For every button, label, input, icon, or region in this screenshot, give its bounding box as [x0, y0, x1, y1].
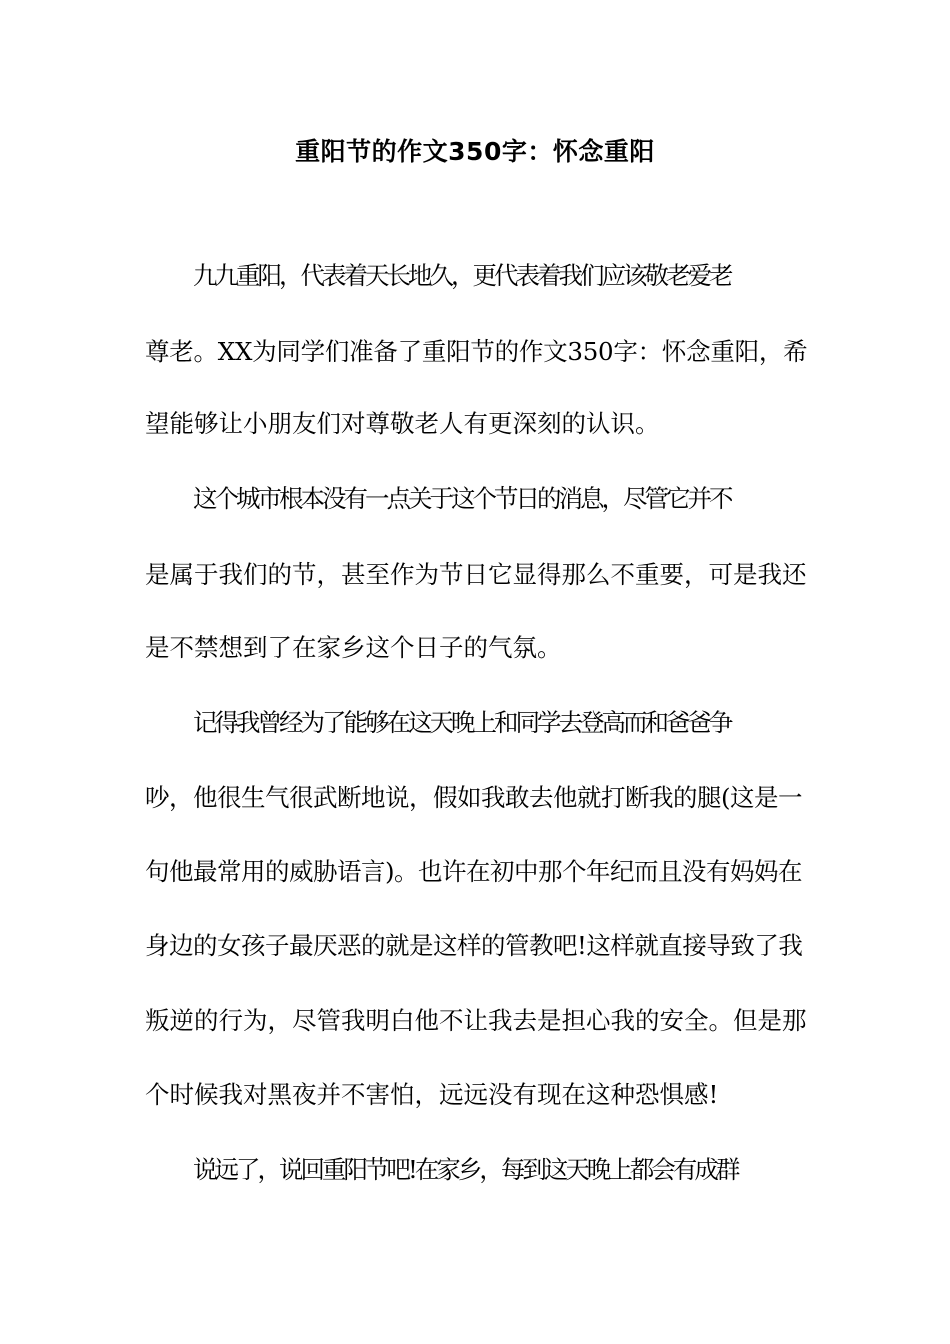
paragraph-1-line-2: 尊老。XX为同学们准备了重阳节的作文350字：怀念重阳，希 — [145, 337, 808, 366]
paragraph-3-line-5: 叛逆的行为，尽管我明白他不让我去是担心我的安全。但是那 — [145, 1006, 807, 1035]
document-title: 重阳节的作文350字：怀念重阳 — [295, 137, 655, 166]
paragraph-3-line-1: 记得我曾经为了能够在这天晚上和同学去登高而和爸爸争 — [193, 708, 731, 737]
paragraph-4-line-1: 说远了，说回重阳节吧!在家乡，每到这天晚上都会有成群 — [193, 1155, 738, 1184]
paragraph-3-line-3: 句他最常用的威胁语言)。也许在初中那个年纪而且没有妈妈在 — [145, 857, 803, 886]
paragraph-1-line-3: 望能够让小朋友们对尊敬老人有更深刻的认识。 — [145, 409, 660, 438]
paragraph-3-line-4: 身边的女孩子最厌恶的就是这样的管教吧!这样就直接导致了我 — [145, 931, 803, 960]
paragraph-2-line-3: 是不禁想到了在家乡这个日子的气氛。 — [145, 633, 562, 662]
paragraph-2-line-2: 是属于我们的节，甚至作为节日它显得那么不重要，可是我还 — [145, 560, 807, 589]
paragraph-2-line-1: 这个城市根本没有一点关于这个节日的消息，尽管它并不 — [193, 484, 731, 513]
paragraph-1-line-1: 九九重阳，代表着天长地久，更代表着我们应该敬老爱老 — [193, 261, 731, 290]
paragraph-3-line-6: 个时候我对黑夜并不害怕，远远没有现在这种恐惧感! — [145, 1080, 719, 1109]
paragraph-3-line-2: 吵，他很生气很武断地说，假如我敢去他就打断我的腿(这是一 — [145, 783, 803, 812]
